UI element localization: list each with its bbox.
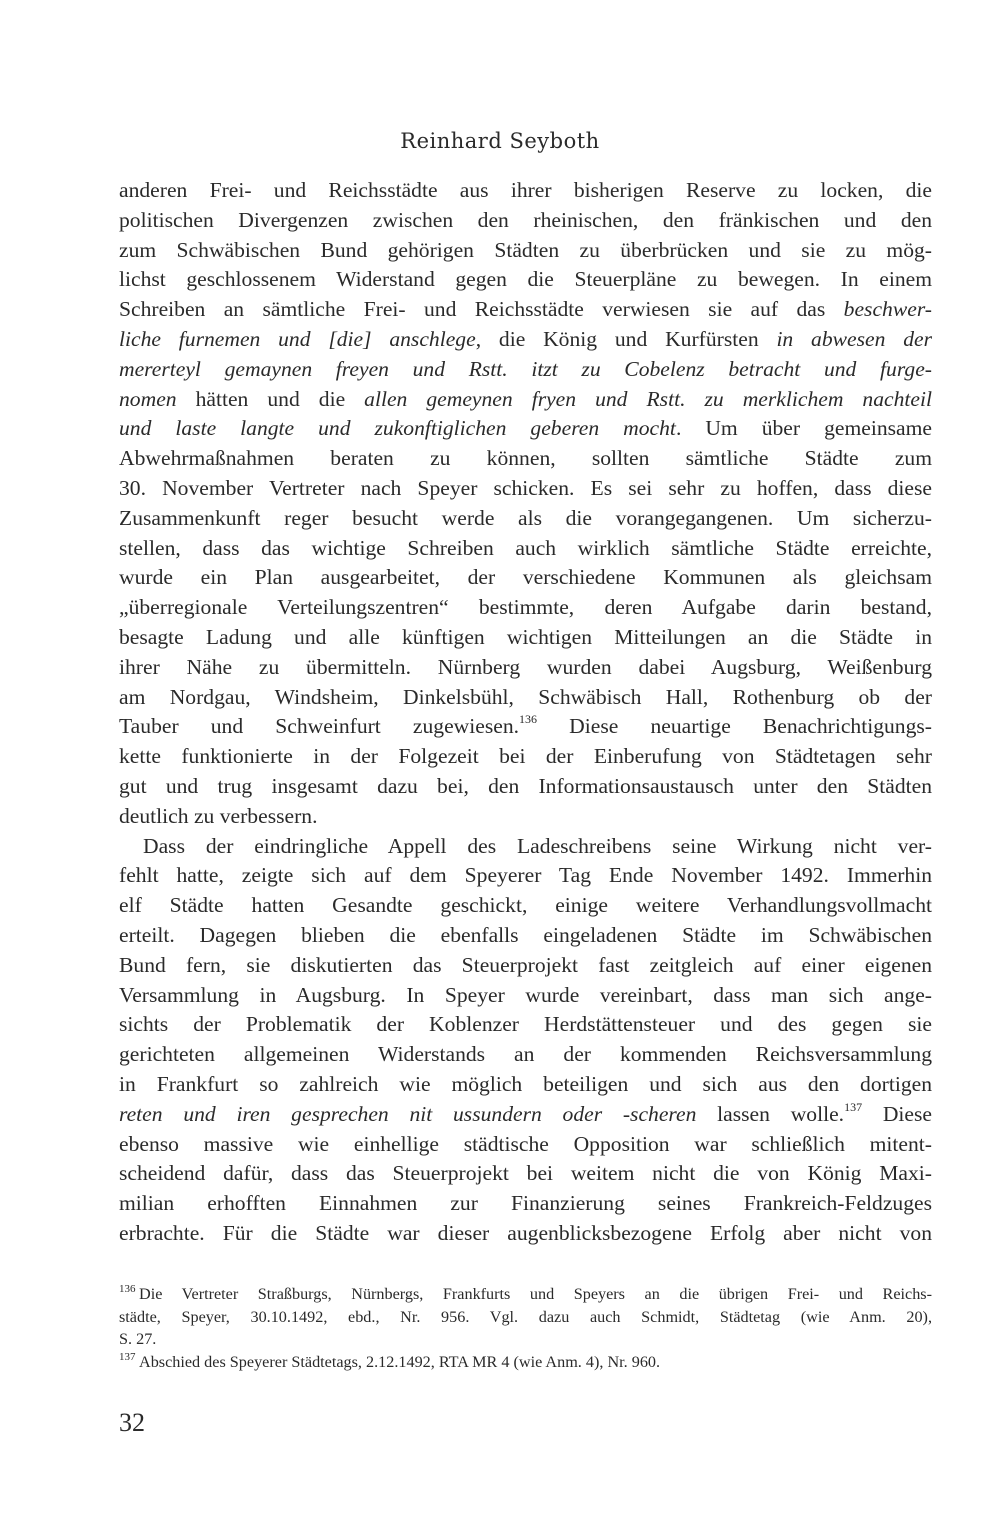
text-line	[119, 414, 932, 444]
text-run: erbrachte. Für die Städte war dieser augenblicksbezogene Erfolg aber nicht von	[119, 1220, 932, 1245]
text-run: besagte Ladung und alle künftigen wichtigen Mitteilungen an die Städte in	[119, 624, 932, 649]
text-line	[119, 1040, 932, 1070]
text-line	[119, 1189, 932, 1219]
text-run: anderen Frei- und Reichsstädte aus ihrer bisherigen Reserve zu locken, die	[119, 178, 932, 202]
text-run: deutlich zu verbessern.	[119, 803, 318, 828]
text-line	[119, 772, 932, 802]
footnote-number: 136	[119, 1283, 136, 1295]
text-run: lichst geschlossenem Widerstand gegen die Steuerpläne zu bewegen. In einem	[119, 267, 932, 292]
text-line	[119, 1130, 932, 1160]
text-run: Dass der eindringliche Appell des Ladeschreibens seine Wirkung nicht ver-	[143, 833, 932, 858]
text-line	[119, 802, 932, 832]
text-run: milian erhofften Einnahmen zur Finanzierung seines Frankreich-Feldzuges	[119, 1191, 932, 1216]
text-line	[119, 623, 932, 653]
quoted-source-text: mererteyl gemaynen freyen und Rstt. itzt zu Cobelenz betracht und furge-	[119, 356, 932, 381]
text-line	[119, 504, 932, 534]
text-run: stellen, dass das wichtige Schreiben auch wirklich sämtliche Städte erreichte,	[119, 535, 932, 560]
text-run: ebenso massive wie einhellige städtische Opposition war schließlich mitent-	[119, 1131, 932, 1156]
text-run: „überregionale Verteilungszentren“ bestimmte, deren Aufgabe darin bestand,	[119, 595, 932, 620]
text-run: gerichteten allgemeinen Widerstands an der kommenden Reichsversammlung	[119, 1042, 932, 1067]
text-line	[119, 861, 932, 891]
text-run: zum Schwäbischen Bund gehörigen Städten zu überbrücken und sie zu mög-	[119, 237, 932, 262]
quoted-source-text: liche furnemen und [die] anschlege	[119, 326, 476, 351]
text-line	[119, 742, 932, 772]
text-line	[119, 385, 932, 415]
text-run: scheidend dafür, dass das Steuerprojekt bei weitem nicht die von König Maxi-	[119, 1161, 932, 1186]
text-line	[119, 1219, 932, 1249]
text-run: lassen wolle.	[696, 1101, 845, 1126]
text-line	[119, 891, 932, 921]
text-run: 30. November Vertreter nach Speyer schicken. Es sei sehr zu hoffen, dass diese	[119, 475, 932, 500]
text-line	[119, 981, 932, 1011]
text-line	[119, 563, 932, 593]
text-line	[119, 951, 932, 981]
text-run: hätten und die	[176, 386, 365, 411]
text-run: elf Städte hatten Gesandte geschickt, einige weitere Verhandlungsvollmacht	[119, 893, 932, 918]
text-run: Abwehrmaßnahmen beraten zu können, sollten sämtliche Städte zum	[119, 446, 932, 471]
footnotes	[119, 1283, 932, 1373]
text-line	[119, 832, 932, 862]
text-run: Schreiben an sämtliche Frei- und Reichsstädte verwiesen sie auf das	[119, 297, 844, 322]
text-run: politischen Divergenzen zwischen den rheinischen, den fränkischen und den	[119, 207, 932, 232]
footnote-text: Die Vertreter Straßburgs, Nürnbergs, Frankfurts und Speyers an die übrigen Frei- und Reichs-	[139, 1285, 932, 1303]
text-line	[119, 444, 932, 474]
text-run: gut und trug insgesamt dazu bei, den Informationsaustausch unter den Städten	[119, 773, 932, 798]
text-run: Diese	[862, 1101, 932, 1126]
text-line	[119, 295, 932, 325]
footnote-line	[119, 1283, 932, 1306]
text-line	[119, 206, 932, 236]
text-run: sichts der Problematik der Koblenzer Herdstättensteuer und des gegen sie	[119, 1012, 932, 1037]
footnote-text: städte, Speyer, 30.10.1492, ebd., Nr. 956. Vgl. dazu auch Schmidt, Städtetag (wie Anm. 20),	[119, 1307, 932, 1326]
quoted-source-text: allen gemeynen fryen und Rstt. zu merklichem nachteil	[364, 386, 932, 411]
text-line	[119, 236, 932, 266]
text-run: ihrer Nähe zu übermitteln. Nürnberg wurden dabei Augsburg, Weißenburg	[119, 654, 932, 679]
quoted-source-text: reten und iren gesprechen nit ussundern oder -scheren	[119, 1101, 697, 1126]
text-line	[119, 1010, 932, 1040]
text-line	[119, 1100, 932, 1130]
page-number: 32	[119, 1408, 145, 1437]
text-line	[119, 265, 932, 295]
text-run: Versammlung in Augsburg. In Speyer wurde vereinbart, dass man sich ange-	[119, 982, 932, 1007]
footnote	[119, 1351, 932, 1374]
footnote-reference: 137	[844, 1099, 863, 1114]
text-line	[119, 355, 932, 385]
text-run: erteilt. Dagegen blieben die ebenfalls eingeladenen Städte im Schwäbischen	[119, 922, 932, 947]
text-line	[119, 176, 932, 206]
text-run: . Um über gemeinsame	[675, 416, 932, 441]
text-run: kette funktionierte in der Folgezeit bei der Einberufung von Städtetagen sehr	[119, 744, 932, 769]
quoted-source-text: nomen	[119, 386, 177, 411]
footnote-line	[119, 1328, 932, 1351]
quoted-source-text: in abwesen der	[776, 326, 932, 351]
text-run: Tauber und Schweinfurt zugewiesen.	[119, 714, 520, 739]
footnote-line	[119, 1306, 932, 1329]
text-run: Zusammenkunft reger besucht werde als die vorangegangenen. Um sicherzu-	[119, 505, 932, 530]
quoted-source-text: beschwer-	[843, 297, 932, 322]
footnote	[119, 1283, 932, 1351]
footnote-reference: 136	[519, 712, 538, 727]
text-line	[119, 921, 932, 951]
footnote-line	[119, 1351, 932, 1374]
footnote-text: S. 27.	[119, 1330, 157, 1348]
text-line	[119, 653, 932, 683]
text-run: fehlt hatte, zeigte sich auf dem Speyerer Tag Ende November 1492. Immerhin	[119, 863, 932, 888]
footnote-number: 137	[119, 1350, 136, 1363]
text-run: am Nordgau, Windsheim, Dinkelsbühl, Schwäbisch Hall, Rothenburg ob der	[119, 684, 932, 709]
text-line	[119, 1159, 932, 1189]
body-text	[119, 176, 932, 1249]
text-run: in Frankfurt so zahlreich wie möglich beteiligen und sich aus den dortigen	[119, 1071, 932, 1096]
text-line	[119, 325, 932, 355]
text-line	[119, 683, 932, 713]
text-run: Bund fern, sie diskutierten das Steuerprojekt fast zeitgleich auf einer eigenen	[119, 952, 932, 977]
text-run: Diese neuartige Benachrichtigungs-	[537, 714, 932, 739]
text-line	[119, 593, 932, 623]
text-line	[119, 1070, 932, 1100]
text-line	[119, 534, 932, 564]
running-head: Reinhard Seyboth	[400, 129, 600, 153]
text-line	[119, 474, 932, 504]
text-run: wurde ein Plan ausgearbeitet, der verschiedene Kommunen als gleichsam	[119, 565, 932, 590]
text-run: , die König und Kurfürsten	[475, 326, 777, 351]
quoted-source-text: und laste langte und zukonftiglichen geberen mocht	[119, 416, 676, 441]
footnote-text: Abschied des Speyerer Städtetags, 2.12.1492, RTA MR 4 (wie Anm. 4), Nr. 960.	[139, 1352, 661, 1371]
text-line	[119, 712, 932, 742]
